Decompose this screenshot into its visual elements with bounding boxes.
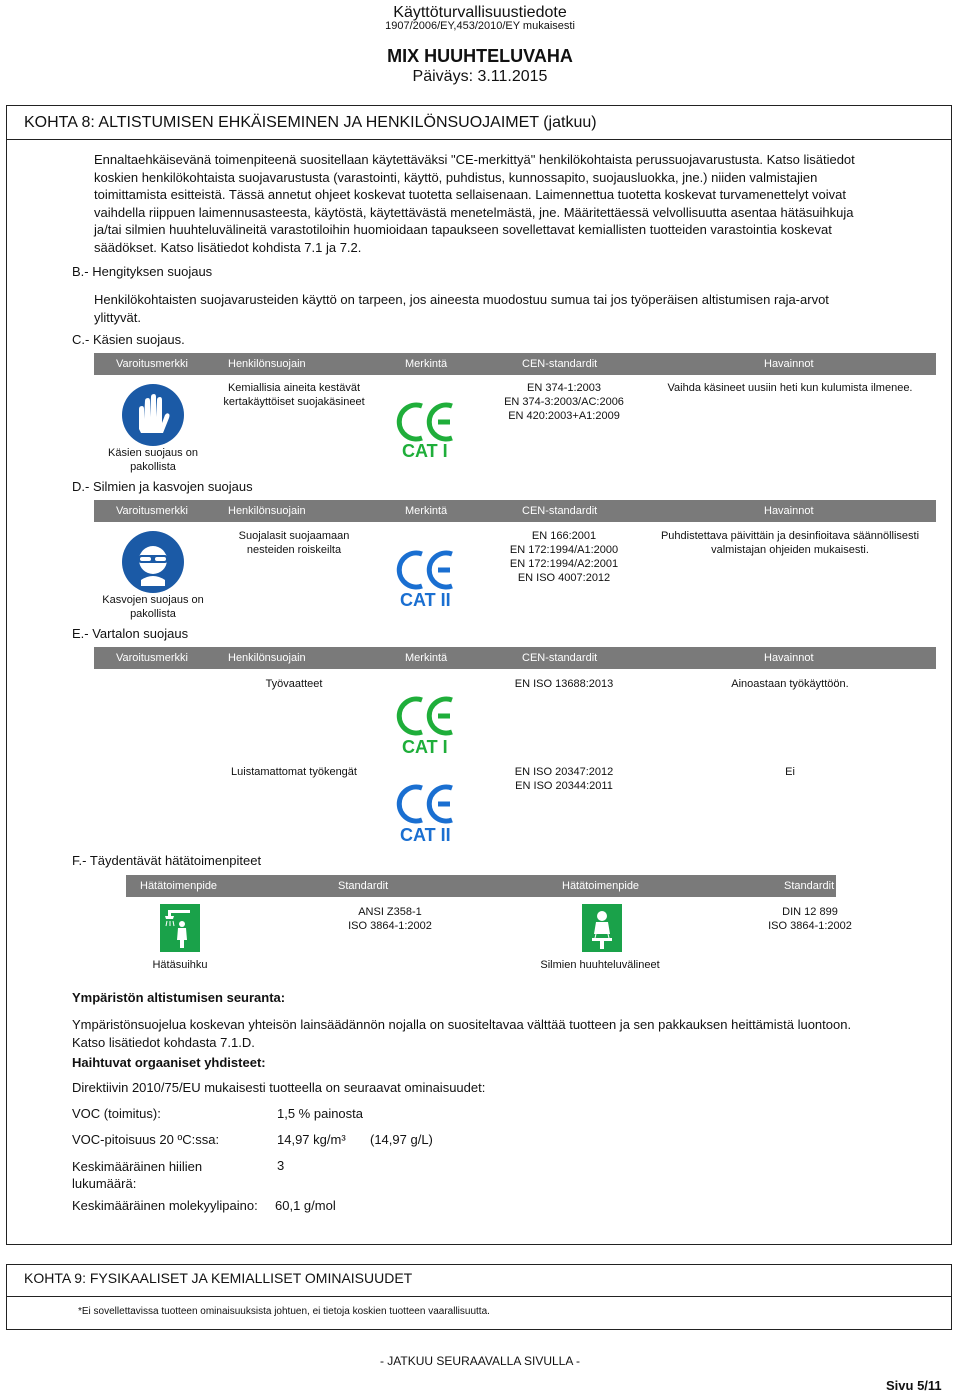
- col-marking: Merkintä: [405, 652, 448, 664]
- page-number: Sivu 5/11: [886, 1378, 942, 1393]
- env-line: Katso lisätiedot kohdasta 7.1.D.: [72, 1034, 255, 1050]
- ce-category-label: CAT I: [402, 441, 448, 461]
- intro-line: vaihdella riippuen laimennusasteesta, käytöstä, käytettävästä menetelmästä, jne. Määritettäessä velvollisuutta asentaa hätäsuihkuja: [94, 204, 854, 220]
- voc-value: 1,5 % painosta: [277, 1106, 364, 1121]
- ppe-line: kertakäyttöiset suojakäsineet: [223, 396, 365, 408]
- emergency-shower-icon: [160, 904, 200, 952]
- intro-line: Ennaltaehkäisevänä toimenpiteenä suositellaan käytettäväksi "CE-merkittyä" henkilökohtaista perussuojavarustusta. Katso lisätiedot: [94, 152, 855, 167]
- col-warning-sign: Varoitusmerkki: [116, 652, 188, 664]
- intro-line: säädökset. Katso lisätiedot kohdista 7.1 ja 7.2.: [94, 239, 362, 255]
- col-notes: Havainnot: [764, 652, 814, 664]
- voc-label: VOC (toimitus):: [72, 1106, 161, 1121]
- voc-value: 3: [277, 1158, 285, 1173]
- col-notes: Havainnot: [764, 358, 814, 370]
- respiratory-protection-text: [94, 291, 944, 326]
- ppe-line: Suojalasit suojaamaan: [238, 530, 350, 542]
- standard-line: EN ISO 20344:2011: [515, 780, 613, 792]
- ppe-line: nesteiden roiskeilta: [246, 544, 342, 556]
- respiratory-protection-heading: B.- Hengityksen suojaus: [72, 264, 213, 279]
- voc-value: 14,97 kg/m³: [277, 1132, 346, 1147]
- col-cen: CEN-standardit: [522, 652, 598, 664]
- voc-value-extra: (14,97 g/L): [370, 1132, 433, 1147]
- body-protection-heading: E.- Vartalon suojaus: [72, 626, 189, 641]
- environmental-exposure-text: [72, 1016, 942, 1051]
- eyes-notes: [644, 529, 936, 557]
- col-emergency-measure: Hätätoimenpide: [140, 880, 218, 892]
- shoes-standards: [494, 765, 634, 793]
- shower-standards: [320, 905, 460, 933]
- intro-line: koskien henkilökohtaista suojavarustusta (varastointi, käyttö, puhdistus, kunnossapito, suojausluokka, jne.) niiden valmistajien: [94, 169, 818, 185]
- document-date: Päiväys: 3.11.2015: [412, 68, 548, 85]
- hand-table-header: [94, 353, 936, 375]
- col-ppe: Henkilönsuojain: [228, 358, 306, 370]
- eye-protection-heading: D.- Silmien ja kasvojen suojaus: [72, 479, 253, 494]
- standard-line: EN 172:1994/A2:2001: [509, 558, 619, 570]
- workwear-standards: EN ISO 13688:2013: [514, 678, 614, 690]
- col-notes: Havainnot: [764, 505, 814, 517]
- continue-notice: - JATKUU SEURAAVALLA SIVULLA -: [379, 1354, 581, 1368]
- face-shield-mandatory-icon: [121, 530, 185, 594]
- eyes-ppe: [214, 529, 374, 557]
- voc-label: VOC-pitoisuus 20 ºC:ssa:: [72, 1132, 220, 1147]
- environmental-exposure-heading: Ympäristön altistumisen seuranta:: [72, 990, 286, 1005]
- body-ppe-workwear: Työvaatteet: [265, 678, 323, 690]
- document-type-title: Käyttöturvallisuustiedote: [393, 4, 567, 21]
- ce-category-label: CAT II: [400, 825, 451, 845]
- notes-line: Puhdistettava päivittäin ja desinfioitava säännöllisesti: [660, 530, 920, 542]
- col-marking: Merkintä: [405, 505, 448, 517]
- notes-line: valmistajan ohjeiden mukaisesti.: [711, 544, 869, 556]
- regulation-text: 1907/2006/EY,453/2010/EY mukaisesti: [385, 20, 575, 32]
- standard-line: EN 374-3:2003/AC:2006: [504, 396, 624, 408]
- standard-line: EN ISO 4007:2012: [517, 572, 611, 584]
- standard-line: EN ISO 20347:2012: [514, 766, 614, 778]
- col-ppe: Henkilönsuojain: [228, 652, 306, 664]
- respiratory-line: Henkilökohtaisten suojavarusteiden käyttö on tarpeen, jos aineesta muodostuu sumua tai jos työperäisen altistumisen raja-arvot: [94, 292, 829, 307]
- gloves-standards: [494, 381, 634, 423]
- standard-line: ISO 3864-1:2002: [348, 920, 432, 932]
- body-table-header: [94, 647, 936, 669]
- gloves-ppe: [214, 381, 374, 409]
- respiratory-line: ylittyvät.: [94, 309, 141, 325]
- col-emergency-measure: Hätätoimenpide: [562, 880, 640, 892]
- env-line: Ympäristönsuojelua koskevan yhteisön lainsäädännön nojalla on suositeltavaa välttää tuotteen ja sen pakkauksen heittämistä luontoon.: [72, 1017, 852, 1032]
- standard-line: EN 166:2001: [531, 530, 597, 542]
- col-ppe: Henkilönsuojain: [228, 505, 306, 517]
- eyes-sign-caption: Kasvojen suojaus on pakollista: [102, 594, 204, 620]
- hand-protection-heading: C.- Käsien suojaus.: [72, 332, 185, 347]
- eye-wash-station-icon: [582, 904, 622, 952]
- gloves-notes: Vaihda käsineet uusiin heti kun kulumista ilmenee.: [667, 382, 913, 394]
- intro-line: toimittamista esitteistä. Tässä annetut ohjeet koskevat tuotetta sellaisenaan. Laimennettua tuotetta koskevat turvamenettelyt voivat: [94, 187, 847, 202]
- col-marking: Merkintä: [405, 358, 448, 370]
- intro-line: ja/tai silmien huuhteluvälineitä varastotiloihin huomioidaan tapaukseen sovellettavat kemiallisten tuotteiden varastointia koskevat: [94, 222, 832, 237]
- ce-category-label: CAT II: [400, 590, 451, 610]
- col-standards: Standardit: [784, 880, 835, 892]
- ce-category-label: CAT I: [402, 737, 448, 757]
- eye-wash-label: Silmien huuhteluvälineet: [540, 959, 660, 971]
- eye-table-header: [94, 500, 936, 522]
- col-warning-sign: Varoitusmerkki: [116, 505, 188, 517]
- col-warning-sign: Varoitusmerkki: [116, 358, 188, 370]
- standard-line: EN 374-1:2003: [527, 382, 601, 394]
- section-9-title: KOHTA 9: FYSIKAALISET JA KEMIALLISET OMINAISUUDET: [24, 1270, 413, 1286]
- intro-paragraph: [94, 151, 944, 256]
- section-9-divider: [6, 1296, 952, 1297]
- section-8-title: KOHTA 8: ALTISTUMISEN EHKÄISEMINEN JA HENKILÖNSUOJAIMET (jatkuu): [24, 114, 597, 131]
- standard-line: DIN 12 899: [782, 906, 838, 918]
- voc-label: Keskimääräinen hiilien lukumäärä:: [72, 1159, 203, 1191]
- voc-value: 60,1 g/mol: [275, 1198, 336, 1213]
- col-cen: CEN-standardit: [522, 505, 598, 517]
- col-standards: Standardit: [338, 880, 389, 892]
- body-ppe-shoes: Luistamattomat työkengät: [231, 766, 357, 778]
- shoes-notes: Ei: [785, 766, 795, 778]
- voc-label: Keskimääräinen molekyylipaino:: [72, 1198, 258, 1213]
- gloves-sign-caption: Käsien suojaus on pakollista: [108, 447, 198, 473]
- emergency-shower-label: Hätäsuihku: [152, 959, 208, 971]
- standard-line: ISO 3864-1:2002: [768, 920, 852, 932]
- emergency-table-header: [126, 875, 836, 897]
- eyewash-standards: [740, 905, 880, 933]
- workwear-notes: Ainoastaan työkäyttöön.: [731, 678, 849, 690]
- section-9-note: *Ei sovellettavissa tuotteen ominaisuuksista johtuen, ei tietoja koskien tuotteen vaarallisuutta.: [78, 1306, 490, 1317]
- product-name: MIX HUUHTELUVAHA: [387, 46, 573, 66]
- ppe-line: Kemiallisia aineita kestävät: [227, 382, 361, 394]
- voc-intro: Direktiivin 2010/75/EU mukaisesti tuotteella on seuraavat ominaisuudet:: [72, 1080, 486, 1095]
- section-8-divider: [6, 139, 952, 140]
- standard-line: EN 420:2003+A1:2009: [508, 410, 620, 422]
- eyes-standards: [494, 529, 634, 585]
- emergency-measures-heading: F.- Täydentävät hätätoimenpiteet: [72, 853, 262, 868]
- voc-heading: Haihtuvat orgaaniset yhdisteet:: [72, 1055, 266, 1070]
- standard-line: ANSI Z358-1: [358, 906, 422, 918]
- gloves-mandatory-icon: [121, 383, 185, 447]
- col-cen: CEN-standardit: [522, 358, 598, 370]
- standard-line: EN 172:1994/A1:2000: [509, 544, 619, 556]
